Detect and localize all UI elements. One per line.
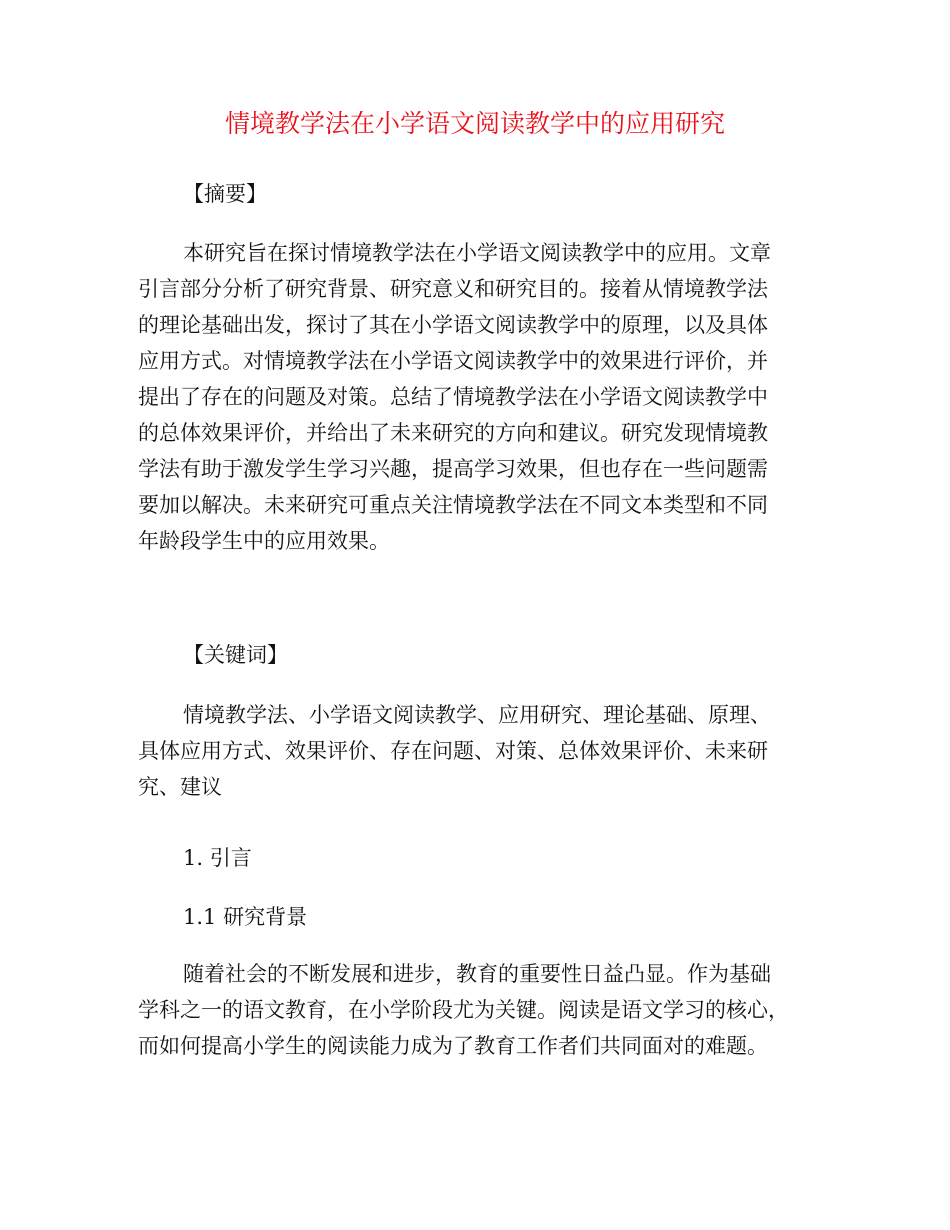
document-title: 情境教学法在小学语文阅读教学中的应用研究 xyxy=(224,109,725,138)
abstract-line: 学法有助于激发学生学习兴趣，提高学习效果，但也存在一些问题需 xyxy=(138,457,768,481)
keywords-line: 情境教学法、小学语文阅读教学、应用研究、理论基础、原理、 xyxy=(183,703,771,727)
keywords-line: 究、建议 xyxy=(138,775,222,799)
background-line: 随着社会的不断发展和进步，教育的重要性日益凸显。作为基础 xyxy=(183,962,771,986)
abstract-line: 本研究旨在探讨情境教学法在小学语文阅读教学中的应用。文章 xyxy=(183,241,771,265)
abstract-line: 引言部分分析了研究背景、研究意义和研究目的。接着从情境教学法 xyxy=(138,277,768,301)
keywords-paragraph xyxy=(138,697,838,805)
keywords-section-label xyxy=(138,637,838,673)
heading-1-1: 1.1 研究背景 xyxy=(183,905,308,929)
section-heading-introduction xyxy=(138,840,838,876)
abstract-label: 【摘要】 xyxy=(183,182,267,206)
abstract-line: 应用方式。对情境教学法在小学语文阅读教学中的效果进行评价，并 xyxy=(138,349,768,373)
abstract-line: 年龄段学生中的应用效果。 xyxy=(138,529,390,553)
background-paragraph xyxy=(138,956,838,1064)
abstract-line: 提出了存在的问题及对策。总结了情境教学法在小学语文阅读教学中 xyxy=(138,385,768,409)
abstract-paragraph xyxy=(138,235,838,559)
section-heading-background xyxy=(138,899,838,935)
abstract-line: 要加以解决。未来研究可重点关注情境教学法在不同文本类型和不同 xyxy=(138,493,768,517)
background-line: 而如何提高小学生的阅读能力成为了教育工作者们共同面对的难题。 xyxy=(138,1034,768,1058)
heading-1: 1. 引言 xyxy=(183,846,252,870)
abstract-line: 的理论基础出发，探讨了其在小学语文阅读教学中的原理，以及具体 xyxy=(138,313,768,337)
keywords-label: 【关键词】 xyxy=(183,643,288,667)
keywords-line: 具体应用方式、效果评价、存在问题、对策、总体效果评价、未来研 xyxy=(138,739,768,763)
abstract-line: 的总体效果评价，并给出了未来研究的方向和建议。研究发现情境教 xyxy=(138,421,768,445)
background-line: 学科之一的语文教育，在小学阶段尤为关键。阅读是语文学习的核心， xyxy=(138,998,789,1022)
abstract-section-label xyxy=(138,176,838,212)
